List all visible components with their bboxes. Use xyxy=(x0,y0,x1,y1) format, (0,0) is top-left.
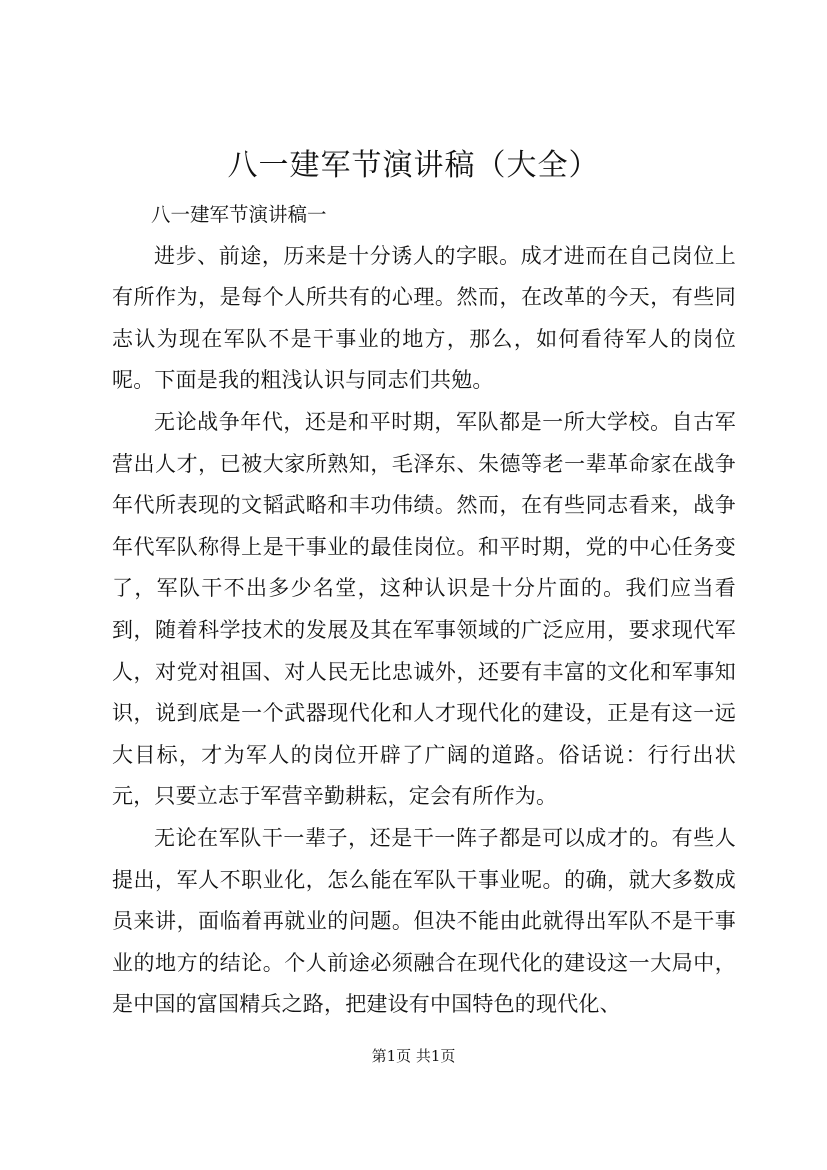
section-heading: 八一建军节演讲稿一 xyxy=(151,203,327,226)
paragraph-1: 进步、前途，历来是十分诱人的字眼。成才进而在自己岗位上有所作为，是每个人所共有的心理。然而，在改革的今天，有些同志认为现在军队不是干事业的地方，那么，如何看待军人的岗位呢。下面是我的粗浅认识与同志们共勉。 xyxy=(112,243,736,393)
document-body xyxy=(112,194,736,1026)
paragraph-3: 无论在军队干一辈子，还是干一阵子都是可以成才的。有些人提出，军人不职业化，怎么能在军队干事业呢。的确，就大多数成员来讲，面临着再就业的问题。但决不能由此就得出军队不是干事业的地方的结论。个人前途必须融合在现代化的建设这一大局中，是中国的富国精兵之路，把建设有中国特色的现代化、 xyxy=(112,825,736,1017)
document-title: 八一建军节演讲稿（大全） xyxy=(227,148,600,183)
page-footer: 第1页 共1页 xyxy=(371,1047,456,1065)
paragraph-2: 无论战争年代，还是和平时期，军队都是一所大学校。自古军营出人才，已被大家所熟知，毛泽东、朱德等老一辈革命家在战争年代所表现的文韬武略和丰功伟绩。然而，在有些同志看来，战争年代军队称得上是干事业的最佳岗位。和平时期，党的中心任务变了，军队干不出多少名堂，这种认识是十分片面的。我们应当看到，随着科学技术的发展及其在军事领域的广泛应用，要求现代军人，对党对祖国、对人民无比忠诚外，还要有丰富的文化和军事知识，说到底是一个武器现代化和人才现代化的建设，正是有这一远大目标，才为军人的岗位开辟了广阔的道路。俗话说：行行出状元，只要立志于军营辛勤耕耘，定会有所作为。 xyxy=(112,409,736,809)
